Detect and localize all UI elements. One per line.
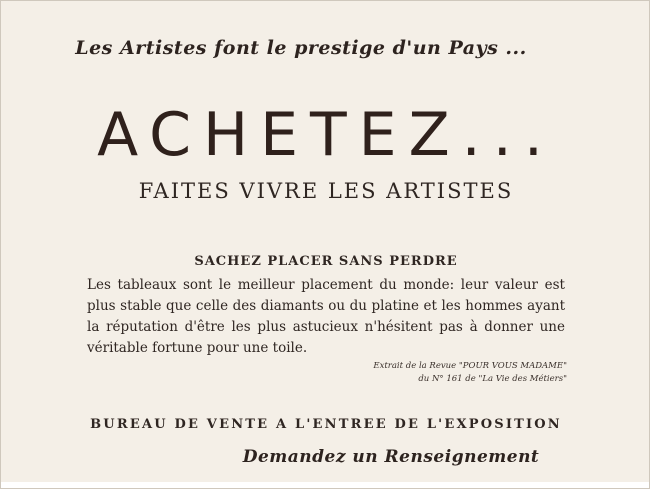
body-paragraph: Les tableaux sont le meilleur placement du monde: leur valeur est plus stable que celle des diamants ou du platine et les hommes ayant la réputation d'être les plus astucieux n'hésitent pas à donner une véritable fortune pour une toile. bbox=[87, 277, 565, 356]
tagline: Les Artistes font le prestige d'un Pays ... bbox=[75, 37, 527, 59]
source-line-2: du N° 161 de "La Vie des Métiers" bbox=[418, 374, 567, 384]
subheadline: FAITES VIVRE LES ARTISTES bbox=[138, 179, 514, 203]
sales-office-notice: BUREAU DE VENTE A L'ENTREE DE L'EXPOSITION bbox=[90, 417, 562, 432]
source-line-1: Extrait de la Revue "POUR VOUS MADAME" bbox=[373, 361, 567, 371]
bleed-through-text bbox=[381, 241, 385, 254]
section-title: SACHEZ PLACER SANS PERDRE bbox=[194, 254, 458, 269]
source-citation bbox=[373, 360, 567, 386]
headline: ACHETEZ... bbox=[97, 100, 555, 170]
call-to-action: Demandez un Renseignement bbox=[242, 447, 540, 467]
